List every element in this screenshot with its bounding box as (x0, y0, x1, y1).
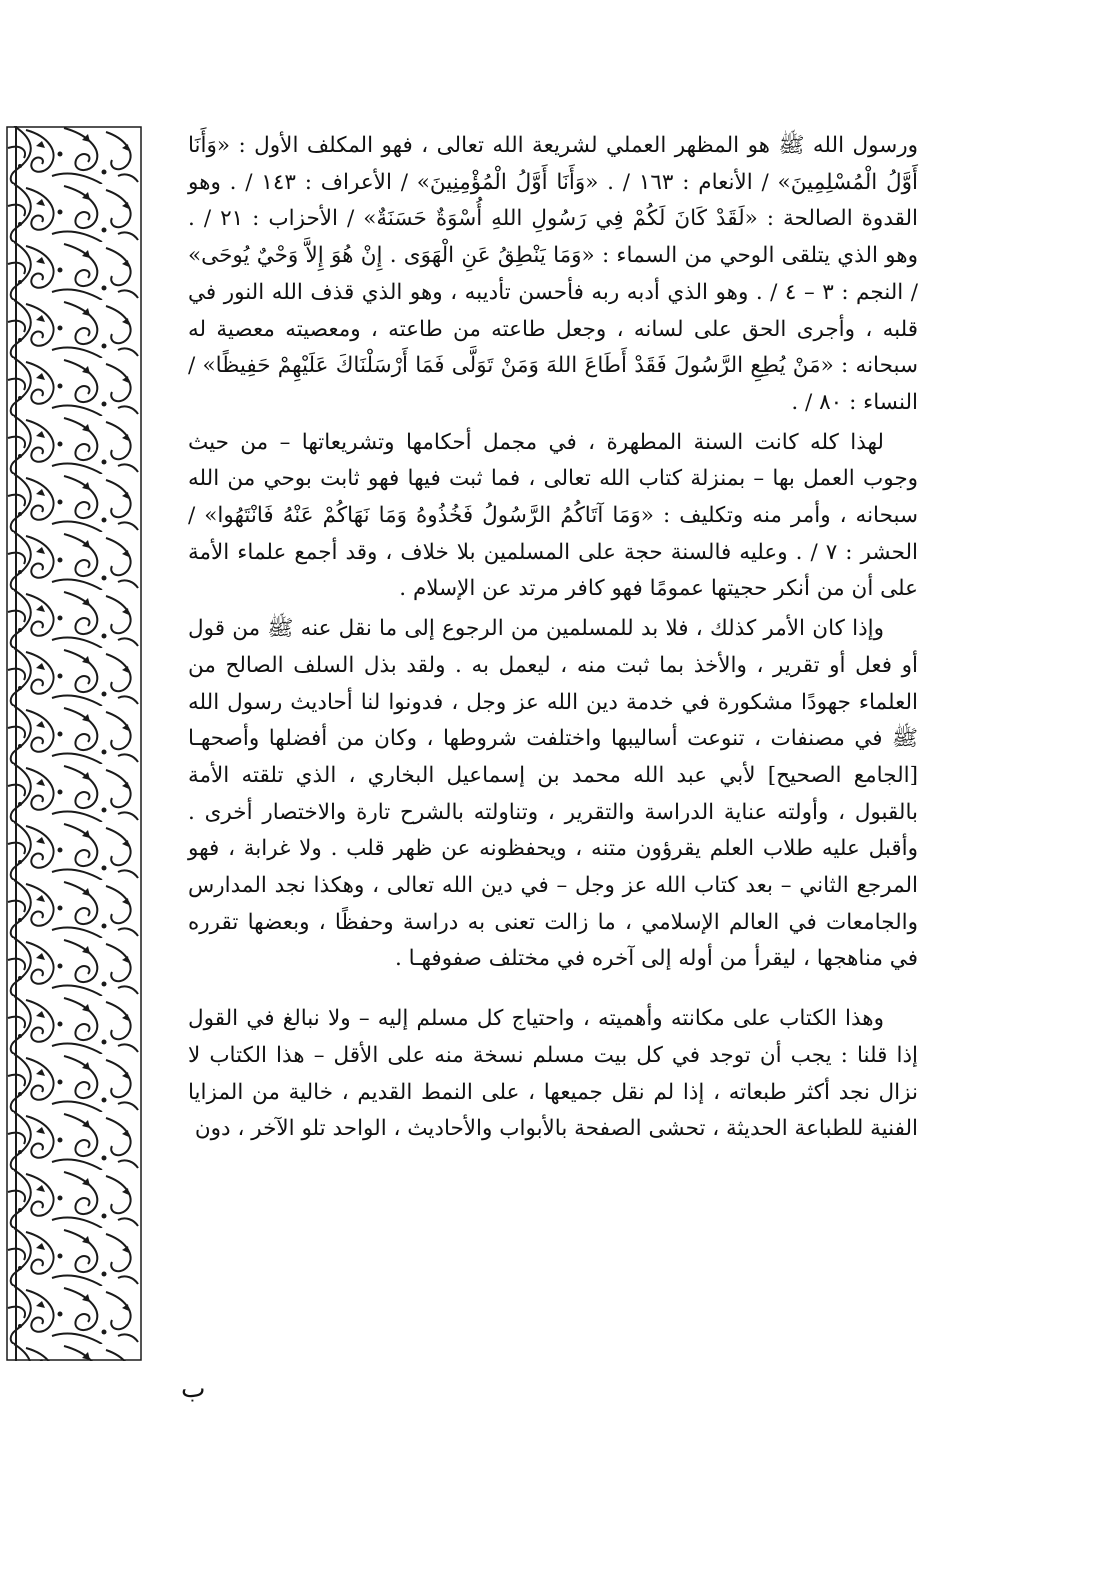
paragraph-4: وهذا الكتاب على مكانته وأهميته ، واحتياج كل مسلم إليه – ولا نبالغ في القول إذا قلنا : يجب أن توجد في كل بيت مسلم نسخة منه على الأقل – هذا الكتاب لا نزال نجد أكثر طبعاته ، إذا لم نقل جميعها ، على النمط القديم ، خالية من المزايا الفنية للطباعة الحديثة ، تحشى الصفحة بالأبواب والأحاديث ، الواحد تلو الآخر ، دون (188, 1006, 918, 1142)
paragraph-3: وإذا كان الأمر كذلك ، فلا بد للمسلمين من الرجوع إلى ما نقل عنه ﷺ من قول أو فعل أو تقرير ، والأخذ بما ثبت منه ، ليعمل به . ولقد بذل السلف الصالح من العلماء جهودًا مشكورة في خدمة دين الله عز وجل ، فدونوا لنا أحاديث رسول الله ﷺ في مصنفات ، تنوعت أساليبها واختلفت شروطها ، وكان من أفضلها وأصحهـا [الجامع الصحيح] لأبي عبد الله محمد بن إسماعيل البخاري ، الذي تلقته الأمة بالقبول ، وأولته عناية الدراسة والتقرير ، وتناولته بالشرح تارة والاختصار أخرى . وأقبل عليه طلاب العلم يقرؤون متنه ، ويحفظونه عن ظهر قلب . ولا غرابة ، فهو المرجع الثاني – بعد كتاب الله عز وجل – في دين الله تعالى ، وهكذا نجد المدارس والجامعات في العالم الإسلامي ، ما زالت تعنى به دراسة وحفظًا ، وبعضها تقرره في مناهجها ، ليقرأ من أوله إلى آخره في مختلف صفوفهـا . (188, 616, 918, 972)
decorative-border-ornament (6, 126, 142, 1361)
page-number-letter: ب (181, 1374, 206, 1404)
paragraph-1: ورسول الله ﷺ هو المظهر العملي لشريعة الله تعالى ، فهو المكلف الأول : «وَأَنَا أَوَّلُ الْمُسْلِمِينَ» / الأنعام : ١٦٣ / . «وَأَنَا أَوَّلُ الْمُؤْمِنِينَ» / الأعراف : ١٤٣ / . وهو القدوة الصالحة : «لَقَدْ كَانَ لَكُمْ فِي رَسُولِ اللهِ أُسْوَةٌ حَسَنَةٌ» / الأحزاب : ٢١ / . وهو الذي يتلقى الوحي من السماء : «وَمَا يَنْطِقُ عَنِ الْهَوَى . إِنْ هُوَ إِلاَّ وَحْيٌ يُوحَى» / النجم : ٣ – ٤ / . وهو الذي أدبه ربه فأحسن تأديبه ، وهو الذي قذف الله النور في قلبه ، وأجرى الحق على لسانه ، وجعل طاعته من طاعته ، ومعصيته معصية له سبحانه : «مَنْ يُطِعِ الرَّسُولَ فَقَدْ أَطَاعَ اللهَ وَمَنْ تَوَلَّى فَمَا أَرْسَلْنَاكَ عَلَيْهِمْ حَفِيظًا» / النساء : ٨٠ / . (188, 133, 919, 415)
main-text-block (188, 128, 918, 1148)
paragraph-2: لهذا كله كانت السنة المطهرة ، في مجمل أحكامها وتشريعاتها – من حيث وجوب العمل بها – بمنزلة كتاب الله تعالى ، فما ثبت فيها فهو ثابت بوحي من الله سبحانه ، وأمر منه وتكليف : «وَمَا آتَاكُمُ الرَّسُولُ فَخُذُوهُ وَمَا نَهَاكُمْ عَنْهُ فَانْتَهُوا» / الحشر : ٧ / . وعليه فالسنة حجة على المسلمين بلا خلاف ، وقد أجمع علماء الأمة على أن من أنكر حجيتها عمومًا فهو كافر مرتد عن الإسلام . (188, 429, 918, 602)
